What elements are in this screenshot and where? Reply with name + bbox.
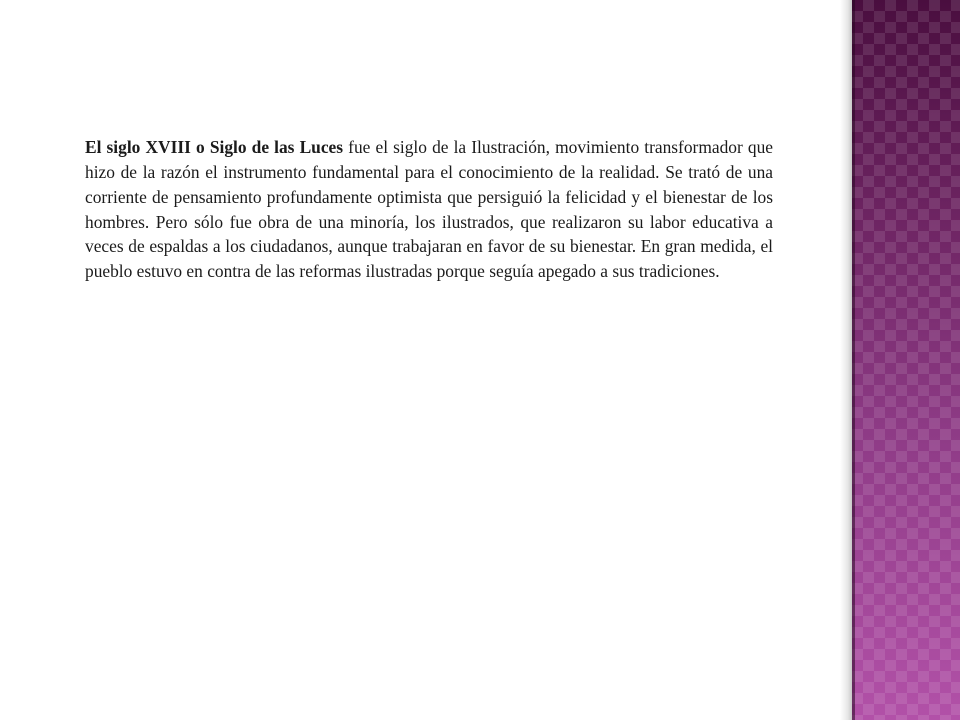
paragraph-bold-lead: El siglo XVIII o Siglo de las Luces (85, 137, 344, 158)
paragraph-body: fue el siglo de la Ilustración, movimiento transformador que hizo de la razón el instrumento fundamental para el conocimiento de la realidad. Se trató de una corriente de pensamiento profundamente optimista que persiguió la felicidad y el bienestar de los hombres. Pero sólo fue obra de una minoría, los ilustrados, que realizaron su labor educativa a veces de espaldas a los ciudadanos, aunque trabajaran en favor de su bienestar. En gran medida, el pueblo estuvo en contra de las reformas ilustradas porque seguía apegado a sus tradiciones. (85, 137, 773, 281)
decorative-side-panel (852, 0, 960, 720)
side-panel-edge (852, 0, 855, 720)
body-paragraph (85, 135, 773, 283)
